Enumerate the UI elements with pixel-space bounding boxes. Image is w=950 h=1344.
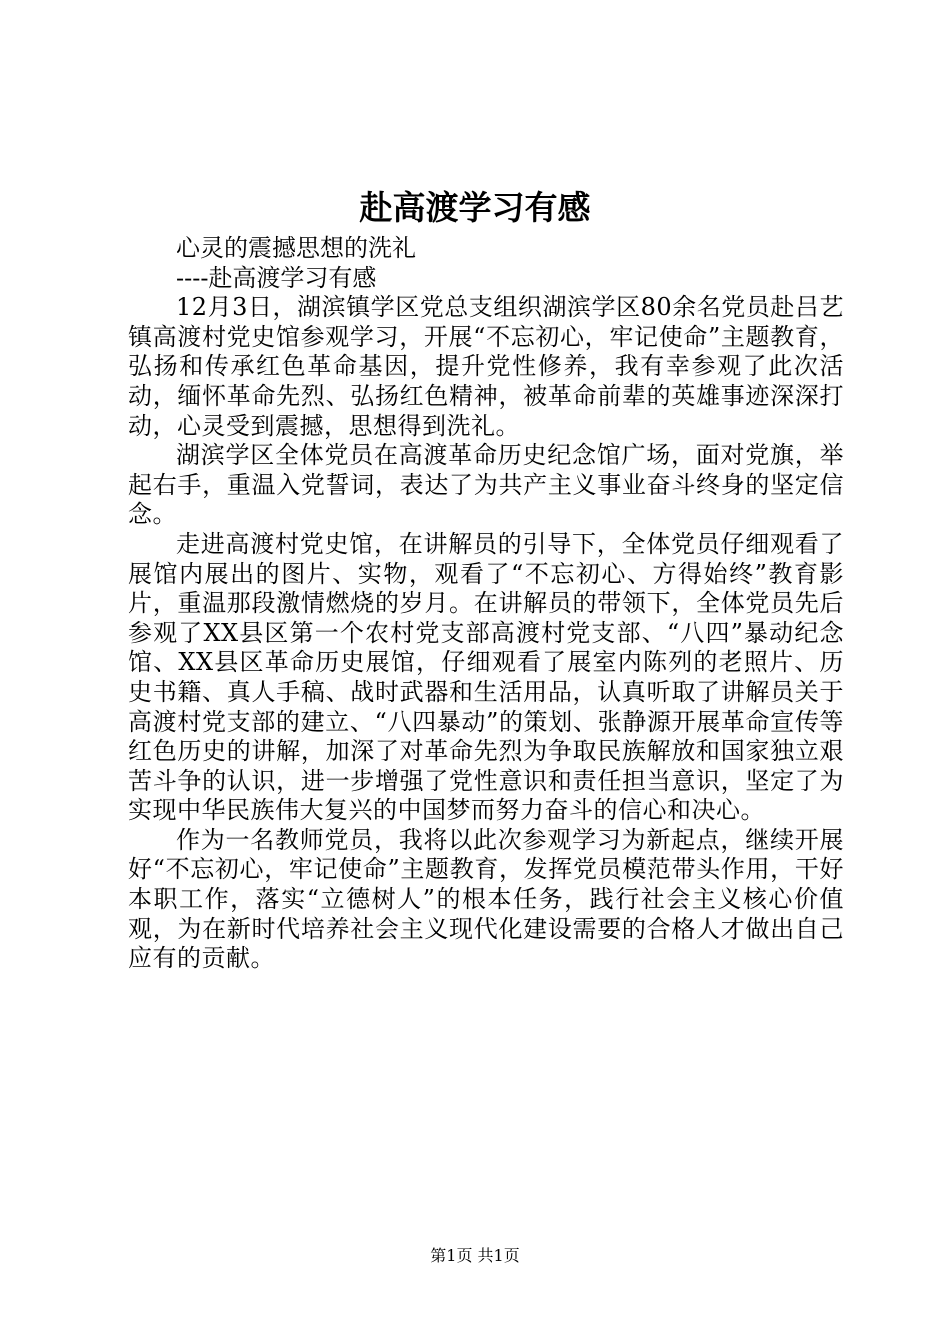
subtitle-line-1: 心灵的震撼思想的洗礼 (176, 234, 416, 262)
document-body (128, 234, 844, 974)
subtitle-line-2: ----赴高渡学习有感 (176, 263, 377, 292)
document-title: 赴高渡学习有感 (359, 188, 591, 227)
paragraph-2: 湖滨学区全体党员在高渡革命历史纪念馆广场，面对党旗，举起右手，重温入党誓词，表达了为共产主义事业奋斗终身的坚定信念。 (128, 441, 844, 529)
paragraph-4: 作为一名教师党员，我将以此次参观学习为新起点，继续开展好“不忘初心，牢记使命”主题教育，发挥党员模范带头作用，干好本职工作，落实“立德树人”的根本任务，践行社会主义核心价值观，为在新时代培养社会主义现代化建设需要的合格人才做出自己应有的贡献。 (128, 825, 844, 973)
page-footer: 第1页 共1页 (430, 1246, 520, 1265)
paragraph-3: 走进高渡村党史馆，在讲解员的引导下，全体党员仔细观看了展馆内展出的图片、实物，观看了“不忘初心、方得始终”教育影片，重温那段激情燃烧的岁月。在讲解员的带领下，全体党员先后参观了XX县区第一个农村党支部高渡村党支部、“八四”暴动纪念馆、XX县区革命历史展馆，仔细观看了展室内陈列的老照片、历史书籍、真人手稿、战时武器和生活用品，认真听取了讲解员关于高渡村党支部的建立、“八四暴动”的策划、张静源开展革命宣传等红色历史的讲解，加深了对革命先烈为争取民族解放和国家独立艰苦斗争的认识，进一步增强了党性意识和责任担当意识，坚定了为实现中华民族伟大复兴的中国梦而努力奋斗的信心和决心。 (128, 529, 844, 825)
paragraph-1: 12月3日，湖滨镇学区党总支组织湖滨学区80余名党员赴吕艺镇高渡村党史馆参观学习，开展“不忘初心，牢记使命”主题教育，弘扬和传承红色革命基因，提升党性修养，我有幸参观了此次活动，缅怀革命先烈、弘扬红色精神，被革命前辈的英雄事迹深深打动，心灵受到震撼，思想得到洗礼。 (128, 293, 844, 440)
